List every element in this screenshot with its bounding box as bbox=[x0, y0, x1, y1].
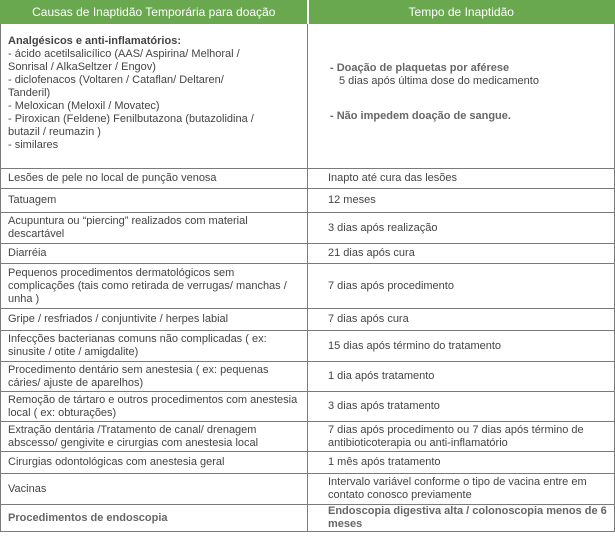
table-row bbox=[1, 422, 615, 452]
table-row bbox=[1, 362, 615, 392]
time-cell: 7 dias após procedimento ou 7 dias após término de antibioticoterapia ou anti-inflamatório bbox=[308, 422, 615, 452]
table-row bbox=[1, 244, 615, 264]
platelet-time: 5 dias após última dose do medicamento bbox=[339, 75, 539, 87]
drug-line: Tanderil) bbox=[8, 87, 51, 99]
table-row-analgesics bbox=[1, 24, 615, 169]
cause-cell: Extração dentária /Tratamento de canal/ drenagem abscesso/ gengivite e cirurgias com anestesia local bbox=[1, 422, 308, 452]
header-causes: Causas de Inaptidão Temporária para doação bbox=[1, 1, 308, 24]
time-cell: 1 dia após tratamento bbox=[308, 362, 615, 392]
time-cell bbox=[308, 24, 615, 169]
time-cell: Inapto até cura das lesões bbox=[308, 169, 615, 189]
drug-line: - diclofenacos (Voltaren / Cataflan/ Deltaren/ bbox=[8, 74, 224, 86]
cause-cell: Vacinas bbox=[1, 474, 308, 505]
drug-line: - ácido acetilsalicílico (AAS/ Aspirina/ Melhoral / bbox=[8, 48, 240, 60]
cause-cell: Gripe / resfriados / conjuntivite / herpes labial bbox=[1, 309, 308, 331]
cause-cell: Tatuagem bbox=[1, 189, 308, 213]
time-cell: 7 dias após cura bbox=[308, 309, 615, 331]
time-cell: 15 dias após término do tratamento bbox=[308, 331, 615, 362]
time-cell: Intervalo variável conforme o tipo de vacina entre em contato conosco previamente bbox=[308, 474, 615, 505]
drug-line: - similares bbox=[8, 139, 59, 151]
table-row bbox=[1, 505, 615, 532]
drug-line: Sonrisal / AlkaSeltzer / Engov) bbox=[8, 61, 156, 73]
cause-cell: Infecções bacterianas comuns não complicadas ( ex: sinusite / otite / amigdalite) bbox=[1, 331, 308, 362]
drug-line: butazil / reumazin ) bbox=[8, 126, 101, 138]
table-row bbox=[1, 213, 615, 244]
platelet-note: - Doação de plaquetas por aférese bbox=[330, 62, 510, 74]
cause-cell: Procedimentos de endoscopia bbox=[1, 505, 308, 532]
drug-list bbox=[8, 48, 300, 152]
analgesics-title: Analgésicos e anti-inflamatórios: bbox=[8, 35, 181, 47]
cause-cell: Cirurgias odontológicas com anestesia geral bbox=[1, 452, 308, 474]
time-cell: 1 mês após tratamento bbox=[308, 452, 615, 474]
table-row bbox=[1, 189, 615, 213]
table-row bbox=[1, 331, 615, 362]
table-row bbox=[1, 169, 615, 189]
cause-cell: Remoção de tártaro e outros procedimentos com anestesia local ( ex: obturações) bbox=[1, 392, 308, 422]
cause-cell: Pequenos procedimentos dermatológicos sem complicações (tais como retirada de verrugas/ manchas / unha ) bbox=[1, 264, 308, 309]
spacer bbox=[330, 88, 607, 110]
time-cell: 21 dias após cura bbox=[308, 244, 615, 264]
table-header-row bbox=[1, 1, 615, 24]
time-cell: 3 dias após tratamento bbox=[308, 392, 615, 422]
cause-cell: Acupuntura ou “piercing” realizados com material descartável bbox=[1, 213, 308, 244]
time-cell: 7 dias após procedimento bbox=[308, 264, 615, 309]
drug-line: - Meloxican (Meloxil / Movatec) bbox=[8, 100, 160, 112]
cause-cell bbox=[1, 24, 308, 169]
table-row bbox=[1, 474, 615, 505]
cause-cell: Procedimento dentário sem anestesia ( ex: pequenas cáries/ ajuste de aparelhos) bbox=[1, 362, 308, 392]
cause-cell: Lesões de pele no local de punção venosa bbox=[1, 169, 308, 189]
table-row bbox=[1, 392, 615, 422]
header-time: Tempo de Inaptidão bbox=[308, 1, 615, 24]
drug-line: - Piroxican (Feldene) Fenilbutazona (butazolidina / bbox=[8, 113, 254, 125]
table-row bbox=[1, 309, 615, 331]
table-row bbox=[1, 264, 615, 309]
time-cell: 12 meses bbox=[308, 189, 615, 213]
table-row bbox=[1, 452, 615, 474]
cause-cell: Diarréia bbox=[1, 244, 308, 264]
time-cell: Endoscopia digestiva alta / colonoscopia menos de 6 meses bbox=[308, 505, 615, 532]
time-cell: 3 dias após realização bbox=[308, 213, 615, 244]
blood-note: - Não impedem doação de sangue. bbox=[330, 110, 511, 122]
